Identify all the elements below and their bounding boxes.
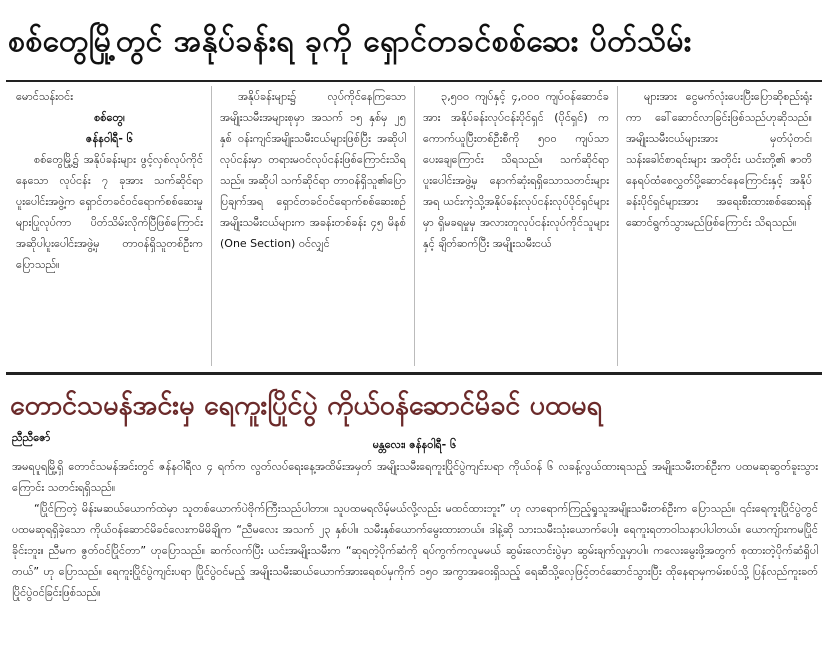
- story2-dateline: မန္တလေး၊ ဇန်နဝါရီ- ၆: [372, 438, 457, 451]
- section-divider: [6, 372, 822, 375]
- story1-column-2: [211, 86, 414, 366]
- story1-byline: မောင်သန်းဝင်း: [16, 90, 74, 103]
- top-divider: [6, 80, 822, 82]
- story2-headline: တောင်သမန်အင်းမှ ရေကူးပြိုင်ပွဲ ကိုယ်ဝန်ဆောင်မိခင် ပထမရ: [10, 390, 603, 421]
- story1-column-4-text: များအား ငွေမက်လုံးပေးပြီးပြောဆိုစည်းရုံးကာ ခေါ်ဆောင်လာခြင်းဖြစ်သည်ဟုဆိုသည်။ အမျိုးသမီးငယ်များအား မှတ်ပုံတင်၊ သန်းခေါင်စာရင်းများ အတိုင်း ယင်းတို့၏ ဇာတိနေရပ်ထံစေလွှတ်ပို့ဆောင်နေကြောင်းနှင့် အနိုပ်ခန်းပိုင်ရှင်များအား အရေးစီးထားစစ်ဆေးရန် ဆောင်ရွက်သွားမည်ဖြစ်ကြောင်း သိရသည်။: [626, 90, 812, 229]
- story1-column-2-text: အနိုပ်ခန်းများ၌ လုပ်ကိုင်နေကြသော အမျိုးသမီးအများစုမှာ အသက် ၁၅ နှစ်မှ ၂၅ နှစ် ဝန်းကျင်အမျိုးသမီးငယ်များဖြစ်ပြီး အဆိုပါလုပ်ငန်းမှာ တရားမဝင်လုပ်ငန်းဖြစ်ကြောင်းသိရသည်။ အဆိုပါ သက်ဆိုင်ရာ တာဝန်ရှိသူ၏ပြောပြချက်အရ ရှောင်တခင်ဝင်ရောက်စစ်ဆေးစဉ် အမျိုးသမီးငယ်များက အခန်းတစ်ခန်း ၄၅ မိနစ် (One Section) ဝင်လျှင်: [220, 90, 406, 250]
- story2-paragraph: “ပြိုင်ကြတဲ့ မိန်းမဆယ်ယောက်ထဲမှာ သူတစ်ယောက်ပဲဗိုက်ကြီးသည်ပါတာ။ သူပထမရလိမ့်မယ်လို့လည်း မထင်ထားဘူး” ဟု လာရောက်ကြည့်ရှုသူအမျိုးသမီးတစ်ဦးက ပြောသည်။ ၎င်းရေကူးပြိုင်ပွဲတွင် ပထမဆုရရှိခဲ့သော ကိုယ်ဝန်ဆောင်မိခင်လေးကမိမိချိုက “ညီမလေး အသက် ၂၃ နှစ်ပါ။ သမီးနှစ်ယောက်မွေးထားတယ်။ ဒါနဲ့ဆို သားသမီးသုံးယောက်ပေါ့။ ရေကူးရတာဝါသနာပါပါတယ်။ ယောကျ်ားကမပြိုင်ခိုင်းဘူး။ ညီမက ဇွတ်ဝင်ပြိုင်တာ” ဟုပြောသည်။ ဆက်လက်ပြီး ယင်းအမျိုးသမီးက “ဆုရတဲ့ပိုက်ဆံကို ရပ်ကွက်ကလူမမယ် ဆွမ်းလောင်းပွဲမှာ ဆွမ်းချက်လှူမှာပါ။ ကလေးမွေးဖို့အတွက် စုထားတဲ့ပိုက်ဆံရှိပါတယ်” ဟု ပြောသည်။ ရေကူးပြိုင်ပွဲကျင်းပရာ ပြိုင်ပွဲဝင်မည့် အမျိုးသမီးဆယ်ယောက်အားရေစပ်မှကိုက် ၁၅၀ အကွာအဝေးရှိသည့် ရေဆီသို့လှေဖြင့်တင်ဆောင်သွားပြီး ထိုနေရာမှကမ်းစပ်သို့ ပြန်လည်ကူးခတ်ပြိုင်ပွဲဝင်ခြင်းဖြစ်သည်။: [12, 502, 818, 599]
- story1-dateline-date: ဇန်နဝါရီ- ၆: [86, 132, 133, 145]
- story1-column-3-text: ၃,၅၀၀ ကျပ်နှင့် ၄,၀၀၀ ကျပ်ဝန်ဆောင်ခအား အနိုပ်ခန်းလုပ်ငန်းပိုင်ရှင် (ပိုင်ရှင်) က ကောက်ယူပြီးတစ်ဦးစီကို ၅၀၀ ကျပ်သာ ပေးချေကြောင်း သိရသည်။ သက်ဆိုင်ရာ ပူးပေါင်းအဖွဲ့မှ နောက်ဆုံးရရှိသောသတင်းများအရ ယင်းကဲ့သို့အနိုပ်ခန်းလုပ်ငန်းလုပ်ပိုင်ရှင်များမှာ ရှိမခရမှုမှ အလားတူလုပ်ငန်းလုပ်ကိုင်သူများနှင့် ချိတ်ဆက်ပြီး အမျိုးသမီးငယ်: [423, 90, 609, 250]
- story1-headline: စစ်တွေမြို့တွင် အနိုပ်ခန်းရ ခုကို ရှောင်တခင်စစ်ဆေး ပိတ်သိမ်း: [8, 24, 692, 59]
- story1-column-1: [8, 86, 211, 366]
- story2-body: [12, 456, 818, 652]
- story1-column-1-text: စစ်တွေမြို့၌ အနိုပ်ခန်းများ ဖွင့်လှစ်လုပ်ကိုင်နေသော လုပ်ငန်း ၇ ခုအား သက်ဆိုင်ရာပူးပေါင်းအဖွဲ့က ရှောင်တခင်ဝင်ရောက်စစ်ဆေးမှုများပြုလုပ်ကာ ပိတ်သိမ်းလိုက်ပြီဖြစ်ကြောင်း အဆိုပါပူးပေါင်းအဖွဲ့မှ တာဝန်ရှိသူတစ်ဦးကပြောသည်။: [16, 153, 203, 271]
- story1-column-3: [414, 86, 617, 366]
- story1-dateline-place: စစ်တွေ၊: [94, 111, 125, 124]
- story2-byline: ညီညီဇော်: [12, 431, 51, 444]
- story2-paragraph: အမရပူရမြို့ရှိ တောင်သမန်အင်းတွင် ဇန်နဝါရီလ ၄ ရက်က လွတ်လပ်ရေးနေ့အထိမ်းအမှတ် အမျိုးသမီးရေကူးပြိုင်ပွဲကျင်းပရာ ကိုယ်ဝန် ၆ လခန့်လွယ်ထားရသည့် အမျိုးသမီးတစ်ဦးက ပထမဆုဆွတ်ခူးသွားကြောင်း သတင်းရရှိသည်။: [12, 460, 818, 494]
- story1-column-4: [617, 86, 820, 366]
- story1-columns: [8, 86, 820, 366]
